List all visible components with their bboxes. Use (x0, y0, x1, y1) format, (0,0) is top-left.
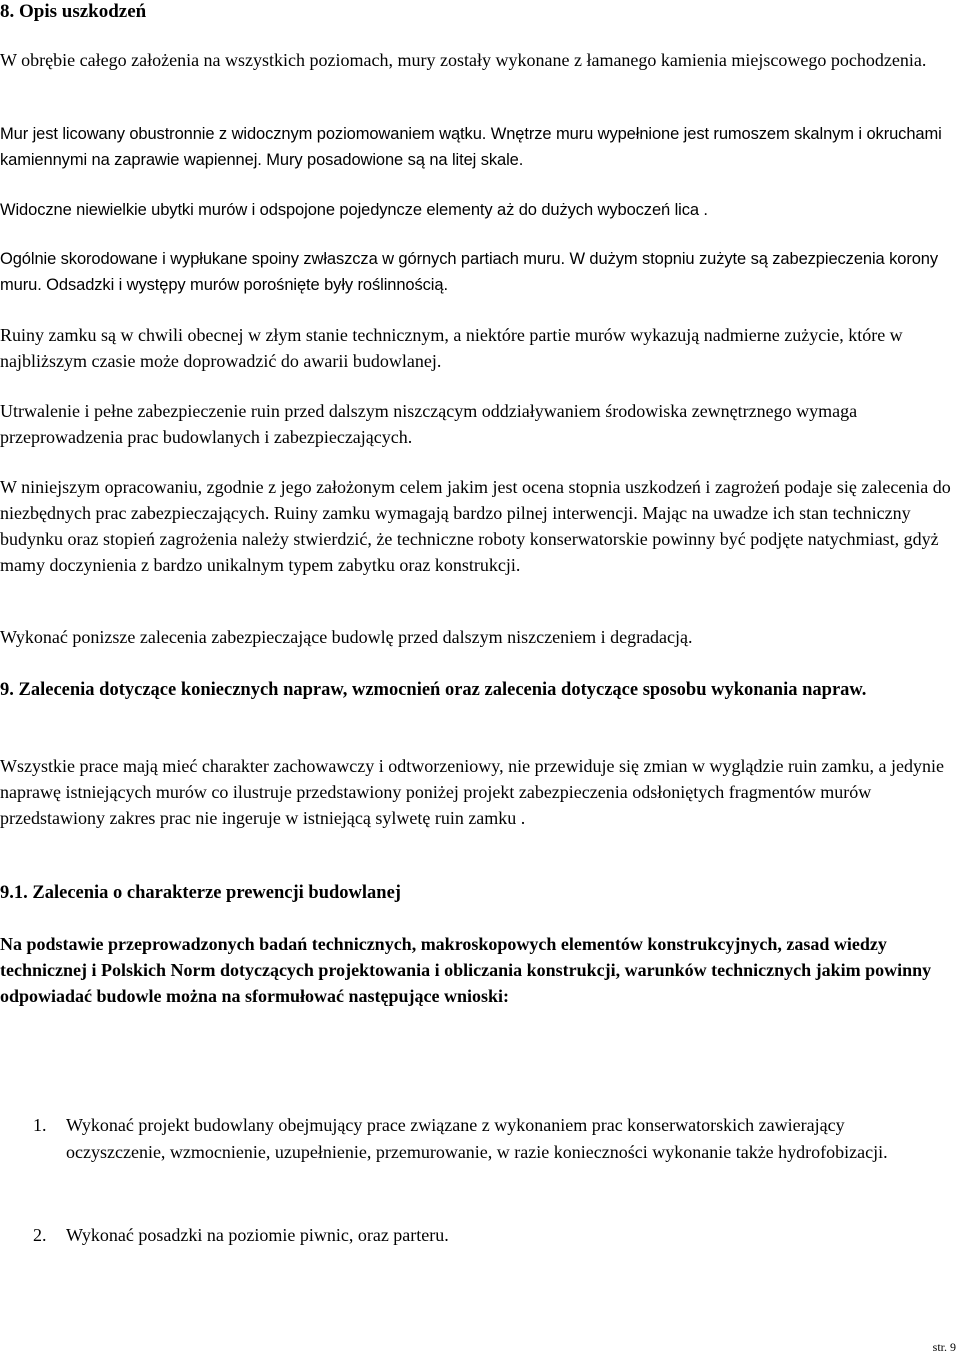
paragraph-conclusions-intro: Na podstawie przeprowadzonych badań technicznych, makroskopowych elementów konstrukcyjnych, zasad wiedzy technicznej i Polskich Norm dotyczących projektowania i obliczania konstrukcji, warunków technicznych jakim powinny odpowiadać budowle można na sformułować następujące wnioski: (0, 934, 932, 1006)
page-number: str. 9 (932, 1340, 956, 1354)
list-item-text: Wykonać projekt budowlany obejmujący prace związane z wykonaniem prac konserwatorskich zawierający oczyszczenie, wzmocnienie, uzupełnienie, przemurowanie, w razie konieczności wykonanie także hydrofobizacji. (66, 1115, 888, 1162)
paragraph-protection-need: Utrwalenie i pełne zabezpieczenie ruin przed dalszym niszczącym oddziaływaniem środowiska zewnętrznego wymaga przeprowadzenia prac budowlanych i zabezpieczających. (0, 401, 858, 447)
paragraph-assessment: W niniejszym opracowaniu, zgodnie z jego założonym celem jakim jest ocena stopnia uszkodzeń i zagrożeń podaje się zalecenia do niezbędnych prac zabezpieczających. Ruiny zamku wymagają bardzo pilnej interwencji. Mając na uwadze ich stan techniczny budynku oraz stopień zagrożenia należy stwierdzić, że techniczne roboty konserwatorskie powinny być podjęte natychmiast, gdyż mamy doczynienia z bardzo unikalnym typem zabytku oraz konstrukcji. (0, 477, 951, 575)
paragraph-wall-structure: Mur jest licowany obustronnie z widocznym poziomowaniem wątku. Wnętrze muru wypełnione jest rumoszem skalnym i okruchami kamiennymi na zaprawie wapiennej. Mury posadowione są na litej skale. (0, 125, 942, 169)
paragraph-joints-corrosion: Ogólnie skorodowane i wypłukane spoiny zwłaszcza w górnych partiach muru. W dużym stopniu zużyte są zabezpieczenia korony muru. Odsadzki i występy murów porośnięte były roślinnością. (0, 250, 939, 294)
section-9-heading: 9. Zalecenia dotyczące koniecznych napraw, wzmocnień oraz zalecenia dotyczące sposobu wykonania napraw. (0, 680, 867, 700)
list-item-text: Wykonać posadzki na poziomie piwnic, oraz parteru. (66, 1225, 449, 1245)
section-9-1-heading: 9.1. Zalecenia o charakterze prewencji budowlanej (0, 883, 401, 903)
paragraph-materials: W obrębie całego założenia na wszystkich poziomach, mury zostały wykonane z łamanego kamienia miejscowego pochodzenia. (0, 50, 927, 70)
paragraph-recommendation: Wykonać ponizsze zalecenia zabezpieczające budowlę przed dalszym niszczeniem i degradacją. (0, 627, 693, 647)
section-8-heading: 8. Opis uszkodzeń (0, 1, 147, 22)
paragraph-works-character: Wszystkie prace mają mieć charakter zachowawczy i odtworzeniowy, nie przewiduje się zmian w wyglądzie ruin zamku, a jedynie naprawę istniejących murów co ilustruje przedstawiony poniżej projekt zabezpieczenia odsłoniętych fragmentów murów przedstawiony zakres prac nie ingeruje w istniejącą sylwetę ruin zamku . (0, 756, 944, 828)
paragraph-technical-state: Ruiny zamku są w chwili obecnej w złym stanie technicznym, a niektóre partie murów wykazują nadmierne zużycie, które w najbliższym czasie może doprowadzić do awarii budowlanej. (0, 325, 903, 371)
paragraph-visible-damage: Widoczne niewielkie ubytki murów i odspojone pojedyncze elementy aż do dużych wyboczeń lica . (0, 201, 708, 219)
list-item-number: 1. (33, 1115, 47, 1135)
list-item-number: 2. (33, 1225, 47, 1245)
